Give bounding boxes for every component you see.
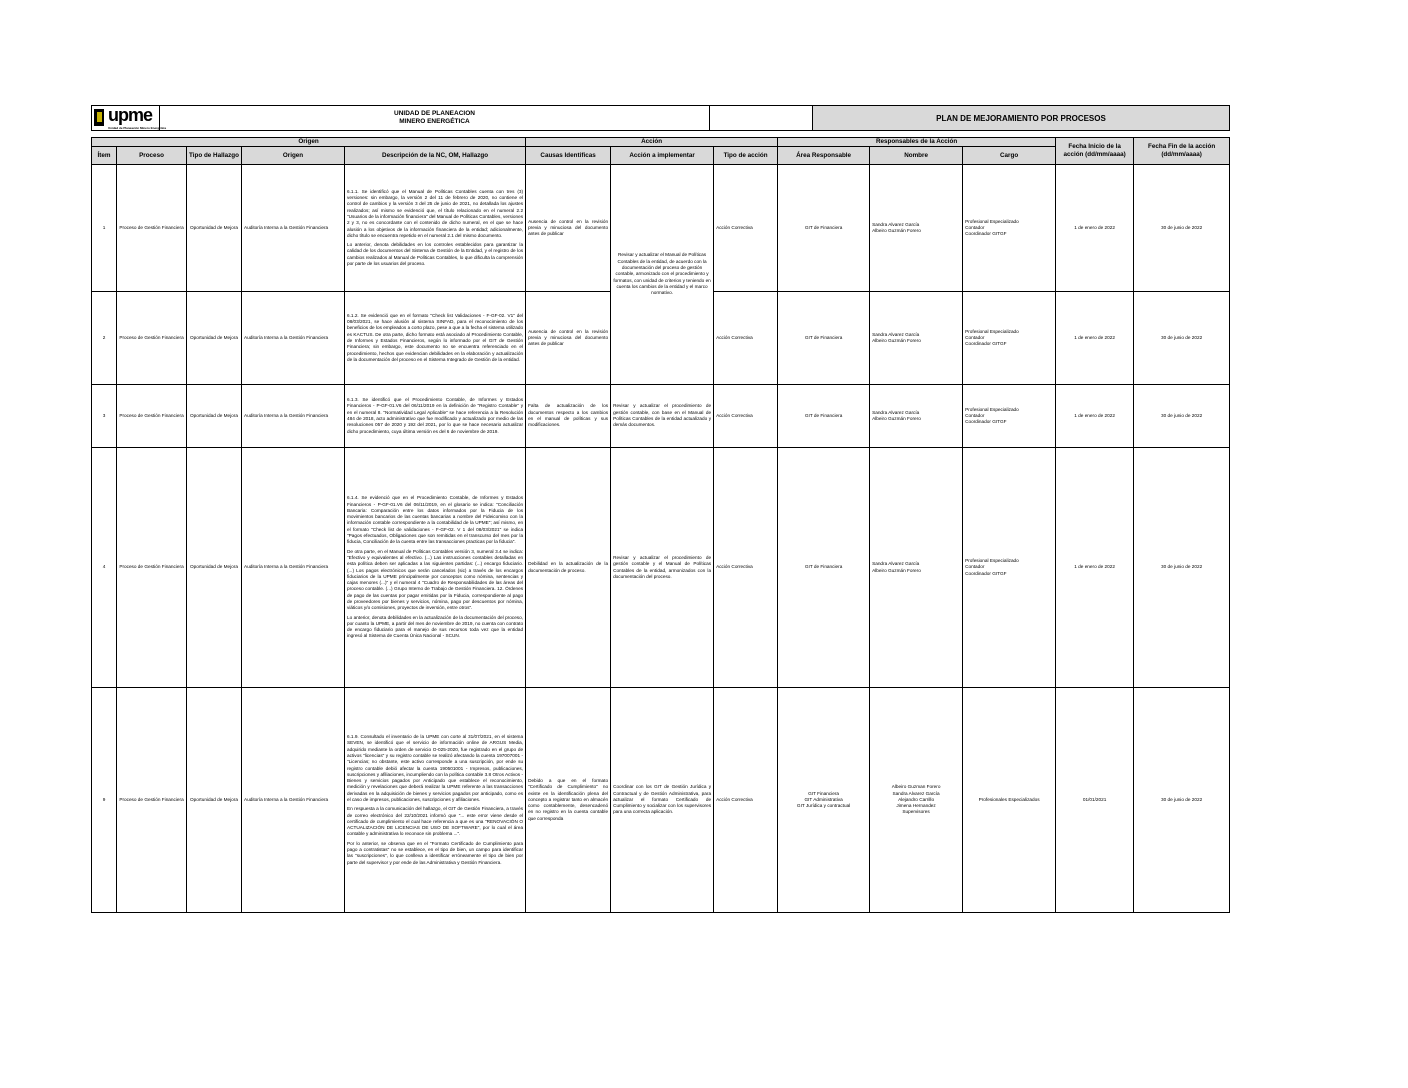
causas-cell: Ausencia de control en la revisión previa y minuciosa del documento antes de publicar: [526, 292, 611, 385]
header-table: [91, 105, 1230, 131]
area-cell: GIT de Financiera: [778, 448, 870, 688]
group-origen: Origen: [92, 138, 526, 147]
blank-cell: [710, 106, 813, 131]
col-item: Ítem: [92, 147, 117, 165]
accion-cell: Revisar y actualizar el procedimiento de gestión contable, con base en el Manual de Políticas Contables de la entidad actualizado y demás documentos.: [611, 385, 714, 448]
inicio-cell: 1 de enero de 2022: [1056, 165, 1134, 292]
nombre-cell: Sandra Alvarez García Albeiro Guzmán Forero: [870, 448, 963, 688]
accion-cell: Revisar y actualizar el procedimiento de gestión contable y el Manual de Políticas Contables de la entidad, armonizados con la documentación del proceso.: [611, 448, 714, 688]
group-accion: Acción: [526, 138, 778, 147]
inicio-cell: 1 de enero de 2022: [1056, 448, 1134, 688]
cargo-cell: Profesional Especializado Contador Coordinador GITGF: [963, 165, 1056, 292]
tipo-cell: Oportunidad de Mejora: [187, 385, 242, 448]
descripcion-cell: [345, 385, 526, 448]
col-accion-implementar: Acción a implementar: [611, 147, 714, 165]
unit-name-cell: [160, 106, 710, 131]
logo-cell: [92, 105, 167, 131]
descripcion-cell: [345, 688, 526, 913]
upme-logo: [94, 105, 167, 130]
area-cell: GIT de Financiera: [778, 385, 870, 448]
col-cargo: Cargo: [963, 147, 1056, 165]
fin-cell: 30 de junio de 2022: [1134, 292, 1230, 385]
area-cell: GIT de Financiera: [778, 292, 870, 385]
table-row: [92, 165, 1230, 292]
nombre-cell: Sandra Alvarez García Albeiro Guzmán Forero: [870, 165, 963, 292]
desc-paragraph: De otra parte, en el Manual de Políticas Contables versión 3, numeral 3.4 se indica: "Efectivo y equivalentes al efectivo. (...) Las instrucciones contables detalladas en esta política deben ser aplicadas a las siguientes partidas: (...) encargo fiduciario. (...) Los pagos electrónicos que serán cancelados (sic) a través de los encargos fiduciarios de la UPME principalmente por conceptos como nómina, sentencias y cajas menores (...)" y el numeral 4 "Cuadro de Responsabilidades de las áreas del proceso contable. (...) Grupo Interno de Trabajo de Gestión Financiera. 12. Órdenes de pago de las cuentas por pagar emitidas por la Fiducia, correspondiente al pago de proveedores por bienes y servicios, nómina, pago por descuentos por nómina, viáticos y/o comisiones, proyectos de inversión, entre otros".: [347, 548, 524, 611]
tipo-accion-cell: Acción Correctiva: [714, 448, 778, 688]
accion-cell: Coordinar con los GIT de Gestión Jurídica y Contractual y de Gestión Administrativa, para actualizar el formato Certificado de Cumplimiento y socializar con los supervisores para una correcta aplicación.: [611, 688, 714, 913]
table-row: [92, 448, 1230, 688]
table-row: [92, 385, 1230, 448]
tipo-accion-cell: Acción Correctiva: [714, 688, 778, 913]
tipo-cell: Oportunidad de Mejora: [187, 165, 242, 292]
desc-paragraph: En respuesta a la comunicación del hallazgo, el GIT de Gestión Financiera, a través de correo electrónico del 22/10/2021 informó que "... este error viene desde el certificado de cumplimiento el cual hace referencia a que es una "RENOVACIÓN O ACTUALIZACIÓN DE LICENCIAS DE USO DE SOFTWARE", por lo cual el área contable y administrativa lo reconoce sin problema ...".: [347, 806, 524, 837]
logo-word: upme: [108, 105, 153, 125]
col-proceso: Proceso: [117, 147, 187, 165]
item-cell: 9: [92, 688, 117, 913]
item-cell: 4: [92, 448, 117, 688]
tipo-accion-cell: Acción Correctiva: [714, 385, 778, 448]
plan-title: PLAN DE MEJORAMIENTO POR PROCESOS: [813, 106, 1230, 131]
col-origen: Origen: [242, 147, 345, 165]
col-causas: Causas Identificas: [526, 147, 611, 165]
col-tipo-accion: Tipo de acción: [714, 147, 778, 165]
area-cell: GIT de Financiera: [778, 165, 870, 292]
item-cell: 3: [92, 385, 117, 448]
inicio-cell: 01/01/2021: [1056, 688, 1134, 913]
col-tipo-hallazgo: Tipo de Hallazgo: [187, 147, 242, 165]
origen-cell: Auditoría Interna a la Gestión Financiera: [242, 448, 345, 688]
item-cell: 2: [92, 292, 117, 385]
inicio-cell: 1 de enero de 2022: [1056, 292, 1134, 385]
proceso-cell: Proceso de Gestión Financiera: [117, 292, 187, 385]
causas-cell: Falta de actualización de los documentos respecto a los cambios en el manual de políticas y sus modificaciones.: [526, 385, 611, 448]
descripcion-cell: [345, 292, 526, 385]
tipo-cell: Oportunidad de Mejora: [187, 688, 242, 913]
proceso-cell: Proceso de Gestión Financiera: [117, 165, 187, 292]
desc-paragraph: Por lo anterior, se observa que en el "Formato Certificado de Cumplimiento para pago a contratistas" no se establece, en el tipo de bien, un campo para identificar las "suscripciones", lo que conlleva a identificar erróneamente el tipo de bien por parte del supervisor y por ende de las Administrativa y Gestión Financiera.: [347, 840, 524, 865]
cargo-cell: Profesional Especializado Contador Coordinador GITGF: [963, 448, 1056, 688]
logo-accent-icon: [97, 112, 102, 122]
causas-cell: Debilidad en la actualización de la documentación de proceso.: [526, 448, 611, 688]
logo-tagline: Unidad de Planeación Minero Energética: [108, 126, 167, 130]
descripcion-cell: [345, 448, 526, 688]
nombre-cell: Sandra Alvarez García Albeiro Guzmán Forero: [870, 292, 963, 385]
desc-paragraph: 6.1.4. Se evidenció que en el Procedimiento Contable, de Informes y Estados Financieros - P-GF-01.V6 del 06/11/2019, en el glosario se indica: "Conciliación Bancaria: Comparación entre los datos informados por la Fiducia de los movimientos bancarios de las cuentas bancarias a nombre del Fideicomiso con la información contable correspondiente a la contabilidad de la UPME"; así mismo, en el formato "Check list de validaciones - F-GF-02. V 1 del 08/03/2021" se indica "Pagos efectuados, Obligaciones que son remitidas en el transcurso del mes por la fiducia, Conciliación de la cuenta entre las transacciones practicas por la fiducia".: [347, 495, 524, 545]
nombre-cell: Albeiro Guzman Forero Sandra Alvarez García Alejandro Carrillo Jimena Hernandez Supervisores: [870, 688, 963, 913]
tipo-cell: Oportunidad de Mejora: [187, 448, 242, 688]
proceso-cell: Proceso de Gestión Financiera: [117, 448, 187, 688]
proceso-cell: Proceso de Gestión Financiera: [117, 688, 187, 913]
tipo-accion-cell: Acción Correctiva: [714, 165, 778, 292]
desc-paragraph: 6.1.2. Se evidenció que en el formato "Check list Validaciones - F-GF-02. V1" del 08/03/2021, se hace alusión al sistema SINFAD, para el reconocimiento de los beneficios de los empleados a corto plazo, pese a que a la fecha el sistema utilizado es KACTUS. De otra parte, dicho formato está asociado al Procedimiento Contable, de Informes y Estados Financieros, según lo informado por el GIT de Gestión Financiera; sin embargo, este documento no se encuentra referenciado en el procedimiento, hechos que evidencian debilidades en la elaboración y actualización de la documentación del proceso en el Sistema Integrado de Gestión de la entidad.: [347, 312, 524, 362]
desc-paragraph: 6.1.3. Se identificó que el Procedimiento Contable, de Informes y Estados Financieros - P-GF-01.V6 del 06/11/2019 en la definición de "Registro Contable" y en el numeral 8. "Normatividad Legal Aplicable" se hace referencia a la Resolución 484 de 2018, acto administrativo que fue modificado y actualizado por medio de las resoluciones 057 de 2020 y 192 del 2021, por lo que se hace necesario actualizar dicho procedimiento, cuya última versión es del 6 de noviembre de 2019.: [347, 397, 524, 434]
cargo-cell: Profesionales Especializados: [963, 688, 1056, 913]
item-cell: 1: [92, 165, 117, 292]
fin-cell: 30 de junio de 2022: [1134, 688, 1230, 913]
cargo-cell: Profesional Especializado Contador Coordinador GITGF: [963, 292, 1056, 385]
causas-cell: Debido a que en el formato "Certificado de Cumplimiento" no existe en la identificación plena del concepto a registrar tanto en almacén como contablemente, desencadenó en no registro en la cuenta contable que corresponda: [526, 688, 611, 913]
tipo-cell: Oportunidad de Mejora: [187, 292, 242, 385]
tipo-accion-cell: Acción Correctiva: [714, 292, 778, 385]
fin-cell: 30 de junio de 2022: [1134, 448, 1230, 688]
col-fecha-inicio: Fecha Inicio de la acción (dd/mm/aaaa): [1056, 138, 1134, 165]
col-area: Área Responsable: [778, 147, 870, 165]
unit-name-line2: MINERO ENERGÉTICA: [399, 118, 470, 125]
nombre-cell: Sandra Alvarez García Albeiro Guzmán Forero: [870, 385, 963, 448]
improvement-plan-sheet: [91, 105, 1229, 913]
fin-cell: 30 de junio de 2022: [1134, 165, 1230, 292]
accion-merged-cell: Revisar y actualizar el Manual de Políticas Contables de la entidad, de acuerdo con la documentación del proceso de gestión contable, armonizado con el procedimiento y formatos, con unidad de criterios y teniendo en cuenta los cambios de la entidad y el marco normativo.: [611, 165, 714, 385]
descripcion-cell: [345, 165, 526, 292]
col-descripcion: Descripción de la NC, OM, Hallazgo: [345, 147, 526, 165]
plan-table: [91, 137, 1230, 913]
desc-paragraph: 6.1.9. Consultado el inventario de la UPME con corte al 31/07/2021, en el sistema SEVEN, se identificó que el servicio de información online de ARGUS Media, adquirido mediante la orden de servicio O-025-2020, fue registrado en el grupo de activos "licencias" y su registro contable se realizó afectando la cuenta 197007001 - "Licencias; no obstante, este activo corresponde a una suscripción, por ende su registro contable debió afectar la cuenta 190501001 - Impresos, publicaciones, suscripciones y afiliaciones, incumpliendo con la política contable 3.8 Otros Activos - Bienes y servicios pagados por Anticipado que establece el reconocimiento, medición y revelaciones que deberá realizar la UPME referente a las transacciones derivadas en la adquisición de bienes y servicios pagados por anticipado, como es el caso de impresos, publicaciones, suscripciones y afiliaciones.: [347, 734, 524, 802]
desc-paragraph: 6.1.1. Se identificó que el Manual de Políticas Contables cuenta con tres (3) versiones: sin embargo, la versión 2 del 11 de febrero de 2020, no contiene el control de cambios y la versión 3 del 25 de junio de 2021, no detallada los ajustes realizados; así mismo se evidenció que, el título relacionado en el numeral 2.2 "Usuarios de la información financiera" del Manual de Políticas Contables, versiones 2 y 3, no es concordante con el contenido de dicho numeral, en el que se hace alusión a los objetivos de la información financiera de la entidad; adicionalmente, dicho título se encuentra repetido en el numeral 2.1 del mismo documento.: [347, 188, 524, 238]
cargo-cell: Profesional Especializado Contador Coordinador GITGF: [963, 385, 1056, 448]
causas-cell: Ausencia de control en la revisión previa y minuciosa del documento antes de publicar: [526, 165, 611, 292]
origen-cell: Auditoría Interna a la Gestión Financiera: [242, 385, 345, 448]
table-row: [92, 688, 1230, 913]
col-nombre: Nombre: [870, 147, 963, 165]
col-fecha-fin: Fecha Fin de la acción (dd/mm/aaaa): [1134, 138, 1230, 165]
origen-cell: Auditoría Interna a la Gestión Financiera: [242, 292, 345, 385]
origen-cell: Auditoría Interna a la Gestión Financiera: [242, 165, 345, 292]
group-responsables: Responsables de la Acción: [778, 138, 1056, 147]
origen-cell: Auditoría Interna a la Gestión Financiera: [242, 688, 345, 913]
proceso-cell: Proceso de Gestión Financiera: [117, 385, 187, 448]
fin-cell: 30 de junio de 2022: [1134, 385, 1230, 448]
inicio-cell: 1 de enero de 2022: [1056, 385, 1134, 448]
desc-paragraph: Lo anterior, denota debilidades en la actualización de la documentación del proceso, por cuanto la UPME, a partir del mes de noviembre de 2019, no cuenta con contrato de encargo fiduciario para el manejo de sus recursos toda vez que la entidad ingresó al Sistema de Cuenta Única Nacional - SCUN.: [347, 614, 524, 639]
unit-name-line1: UNIDAD DE PLANEACION: [394, 110, 475, 117]
area-cell: GIT Financiera GIT Administrativa GIT Jurídica y contractual: [778, 688, 870, 913]
desc-paragraph: Lo anterior, denota debilidades en los controles establecidos para garantizar la calidad de los documentos del Sistema de Gestión de la Entidad, y el registro de los cambios realizados al Manual de Políticas Contables, lo que dificulta la comprensión por parte de los usuarios del proceso.: [347, 242, 524, 266]
